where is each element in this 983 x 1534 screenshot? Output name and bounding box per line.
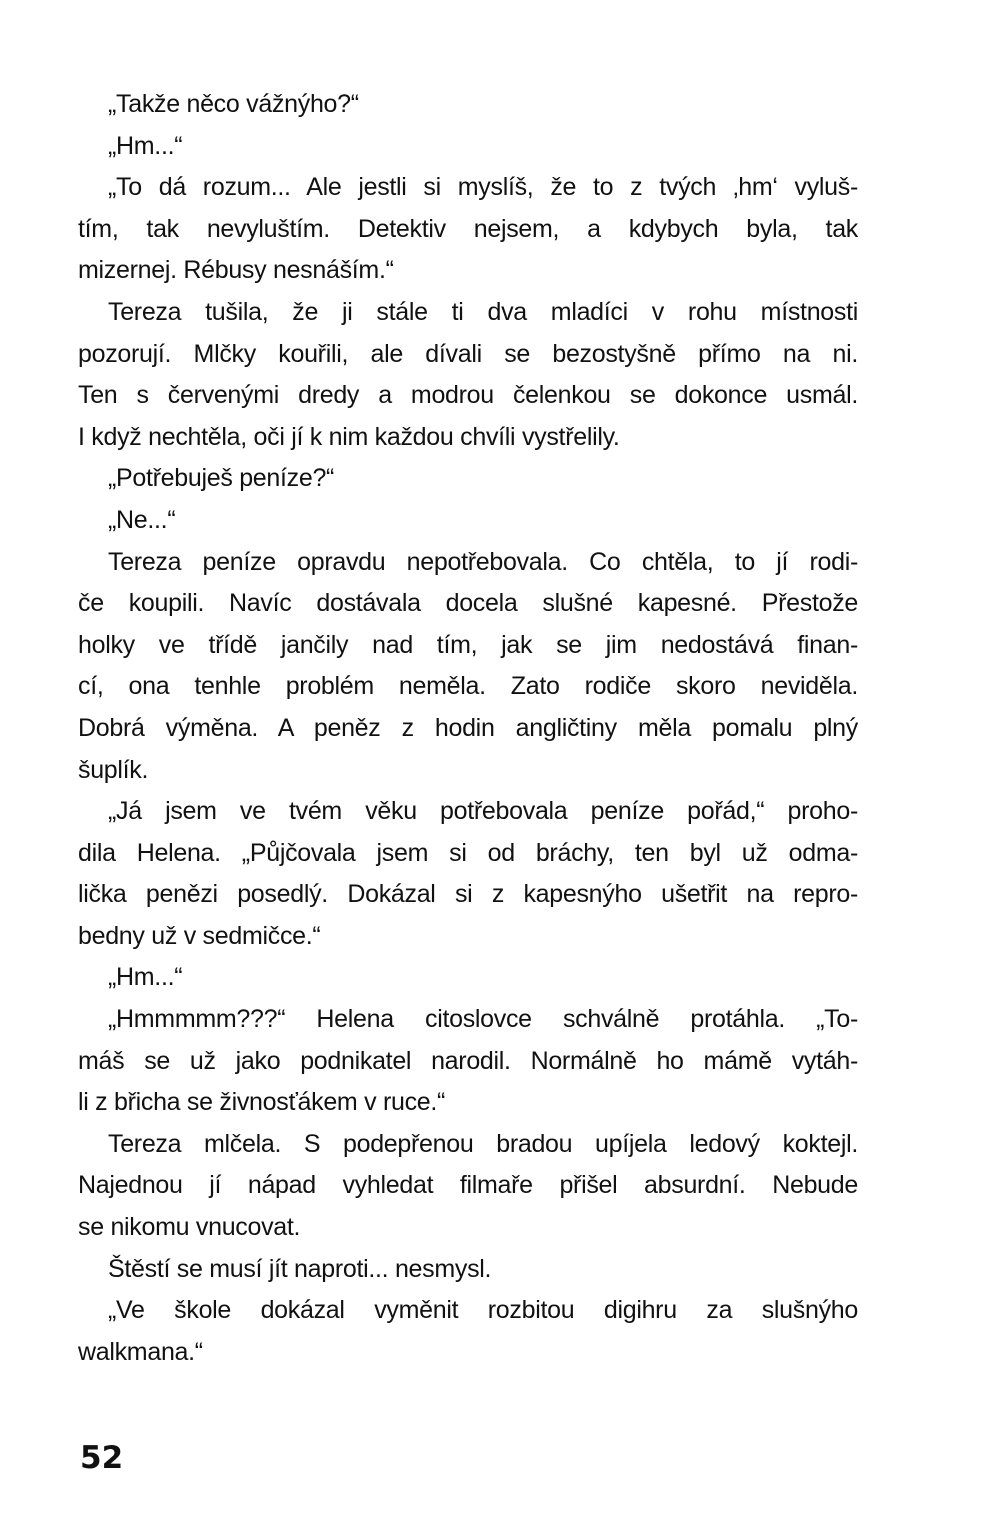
text-line: Tereza tušila, že ji stále ti dva mladíci v rohu místnosti <box>108 297 858 326</box>
text-line: holky ve třídě jančily nad tím, jak se jim nedostává finan- <box>78 630 858 659</box>
text-line: „Hm...“ <box>108 963 183 992</box>
text-line: pozorují. Mlčky kouřili, ale dívali se bezostyšně přímo na ni. <box>78 339 858 368</box>
text-line: máš se už jako podnikatel narodil. Normálně ho mámě vytáh- <box>78 1046 858 1075</box>
text-line: dila Helena. „Půjčovala jsem si od bráchy, ten byl už odma- <box>78 838 858 867</box>
page-number: 52 <box>80 1440 124 1476</box>
text-line: se nikomu vnucovat. <box>78 1213 301 1242</box>
text-line: Tereza mlčela. S podepřenou bradou upíjela ledový koktejl. <box>108 1129 858 1158</box>
text-line: Ten s červenými dredy a modrou čelenkou se dokonce usmál. <box>78 381 858 410</box>
text-line: li z břicha se živnosťákem v ruce.“ <box>78 1088 446 1117</box>
text-line: „Hmmmmm???“ Helena citoslovce schválně protáhla. „To- <box>108 1005 858 1034</box>
text-line: „Ne...“ <box>108 505 176 534</box>
text-line: Štěstí se musí jít naproti... nesmysl. <box>108 1254 492 1283</box>
text-line: lička penězi posedlý. Dokázal si z kapesnýho ušetřit na repro- <box>78 880 858 909</box>
text-line: „Ve škole dokázal vyměnit rozbitou digihru za slušnýho <box>108 1296 858 1325</box>
text-line: šuplík. <box>78 755 149 784</box>
text-line: I když nechtěla, oči jí k nim každou chvíli vystřelily. <box>78 422 620 451</box>
text-line: „To dá rozum... Ale jestli si myslíš, že to z tvých ‚hm‘ vyluš- <box>108 173 858 202</box>
text-line: Najednou jí nápad vyhledat filmaře přišel absurdní. Nebude <box>78 1171 858 1200</box>
text-line: „Takže něco vážnýho?“ <box>108 90 359 118</box>
text-line: mizernej. Rébusy nesnáším.“ <box>78 256 394 285</box>
text-line: Dobrá výměna. A peněz z hodin angličtiny měla pomalu plný <box>78 713 858 742</box>
text-line: „Já jsem ve tvém věku potřebovala peníze pořád,“ proho- <box>108 797 858 826</box>
text-line: če koupili. Navíc dostávala docela slušné kapesné. Přestože <box>78 589 858 618</box>
text-line: cí, ona tenhle problém neměla. Zato rodiče skoro neviděla. <box>78 672 858 701</box>
text-line: Tereza peníze opravdu nepotřebovala. Co chtěla, to jí rodi- <box>108 547 858 576</box>
text-line: bedny už v sedmičce.“ <box>78 921 321 950</box>
text-line: „Potřebuješ peníze?“ <box>108 464 335 493</box>
text-line: walkmana.“ <box>78 1337 203 1366</box>
page-body-text <box>78 84 858 1373</box>
text-line: „Hm...“ <box>108 131 183 160</box>
text-line: tím, tak nevyluštím. Detektiv nejsem, a kdybych byla, tak <box>78 214 858 243</box>
